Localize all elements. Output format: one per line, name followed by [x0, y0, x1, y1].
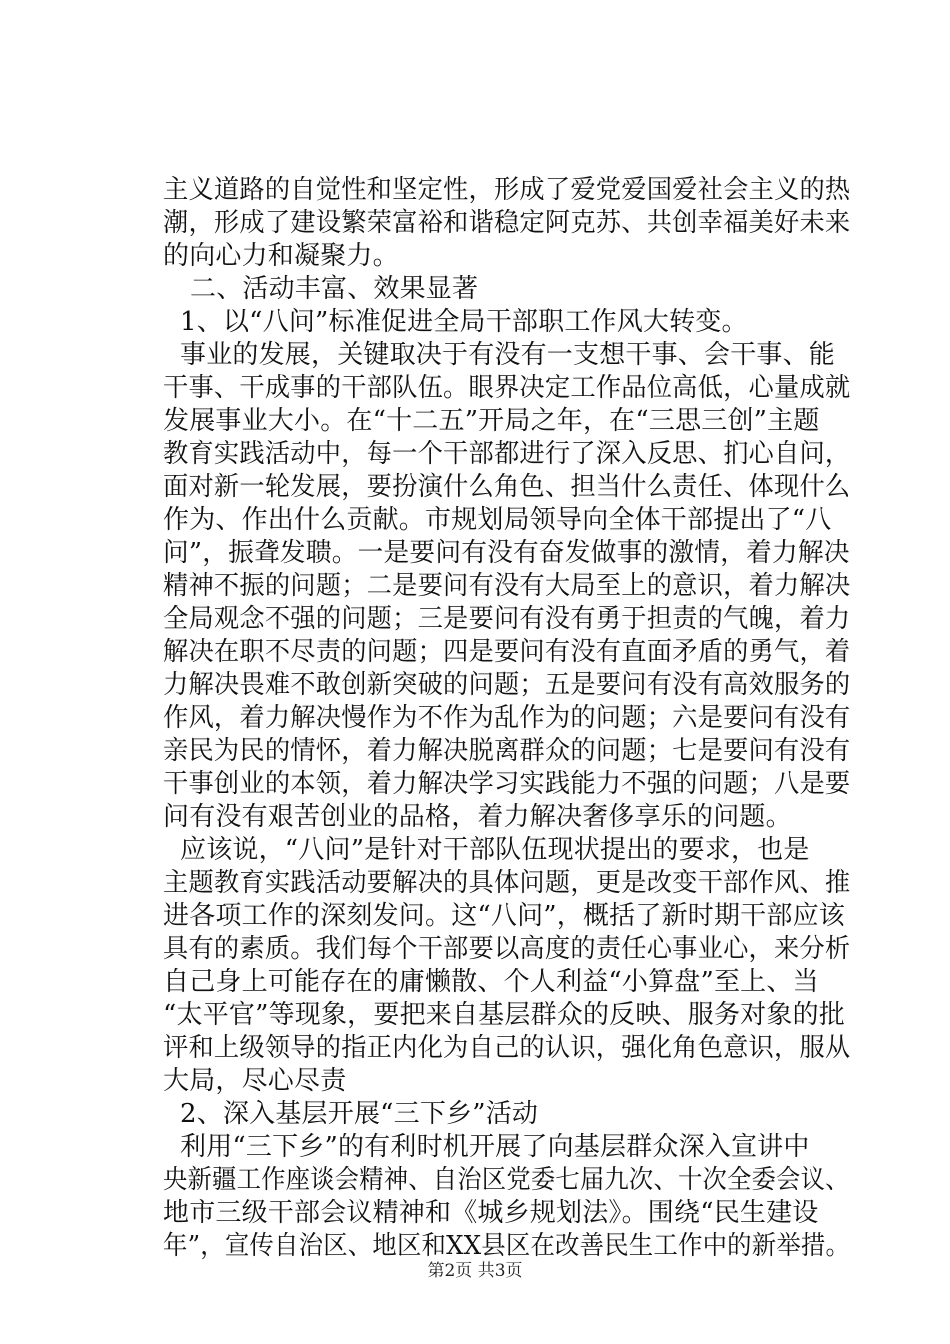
text-line: 年”，宣传自治区、地区和XX县区在改善民生工作中的新举措。 [163, 1231, 851, 1261]
text-line: 力解决畏难不敢创新突破的问题；五是要问有没有高效服务的 [163, 670, 851, 700]
text-line: 事业的发展，关键取决于有没有一支想干事、会干事、能 [180, 340, 836, 370]
text-line: 作风，着力解决慢作为不作为乱作为的问题；六是要问有没有 [163, 703, 851, 733]
subsection-heading: 2、深入基层开展“三下乡”活动 [180, 1099, 539, 1129]
text-line: 面对新一轮发展，要扮演什么角色、担当什么责任、体现什么 [163, 472, 851, 502]
text-line: 亲民为民的情怀，着力解决脱离群众的问题；七是要问有没有 [163, 736, 851, 766]
text-line: 解决在职不尽责的问题；四是要问有没有直面矛盾的勇气，着 [163, 637, 851, 667]
text-line: 主义道路的自觉性和坚定性，形成了爱党爱国爱社会主义的热 [163, 175, 851, 205]
section-heading: 二、活动丰富、效果显著 [190, 274, 479, 304]
text-line: 发展事业大小。在“十二五”开局之年，在“三思三创”主题 [163, 406, 820, 436]
text-line: 主题教育实践活动要解决的具体问题，更是改变干部作风、推 [163, 868, 851, 898]
text-line: 问”，振聋发聩。一是要问有没有奋发做事的激情，着力解决 [163, 538, 850, 568]
text-line: 应该说，“八问”是针对干部队伍现状提出的要求，也是 [180, 835, 810, 865]
text-line: 大局，尽心尽责 [163, 1066, 347, 1096]
text-line: 干事、干成事的干部队伍。眼界决定工作品位高低，心量成就 [163, 373, 851, 403]
text-line: 干事创业的本领，着力解决学习实践能力不强的问题；八是要 [163, 769, 851, 799]
page-footer: 第2页 共3页 [427, 1261, 523, 1281]
text-line: 利用“三下乡”的有利时机开展了向基层群众深入宣讲中 [180, 1132, 810, 1162]
text-line: 作为、作出什么贡献。市规划局领导向全体干部提出了“八 [163, 505, 832, 535]
text-line: 地市三级干部会议精神和《城乡规划法》。围绕“民生建设 [163, 1198, 819, 1228]
text-line: 央新疆工作座谈会精神、自治区党委七届九次、十次全委会议、 [163, 1165, 850, 1195]
text-line: 具有的素质。我们每个干部要以高度的责任心事业心，来分析 [163, 934, 851, 964]
text-line: “太平官”等现象，要把来自基层群众的反映、服务对象的批 [163, 1000, 845, 1030]
text-line: 的向心力和凝聚力。 [163, 241, 399, 271]
subsection-heading: 1、以“八问”标准促进全局干部职工作风大转变。 [180, 307, 748, 337]
text-line: 潮，形成了建设繁荣富裕和谐稳定阿克苏、共创幸福美好未来 [163, 208, 851, 238]
text-line: 自己身上可能存在的庸懒散、个人利益“小算盘”至上、当 [163, 967, 819, 997]
text-line: 评和上级领导的指正内化为自己的认识，强化角色意识，服从 [163, 1033, 851, 1063]
text-line: 精神不振的问题；二是要问有没有大局至上的意识，着力解决 [163, 571, 851, 601]
text-line: 问有没有艰苦创业的品格，着力解决奢侈享乐的问题。 [163, 802, 792, 832]
text-line: 进各项工作的深刻发问。这“八问”，概括了新时期干部应该 [163, 901, 845, 931]
text-line: 全局观念不强的问题；三是要问有没有勇于担责的气魄，着力 [163, 604, 851, 634]
text-line: 教育实践活动中，每一个干部都进行了深入反思、扪心自问， [163, 439, 851, 469]
